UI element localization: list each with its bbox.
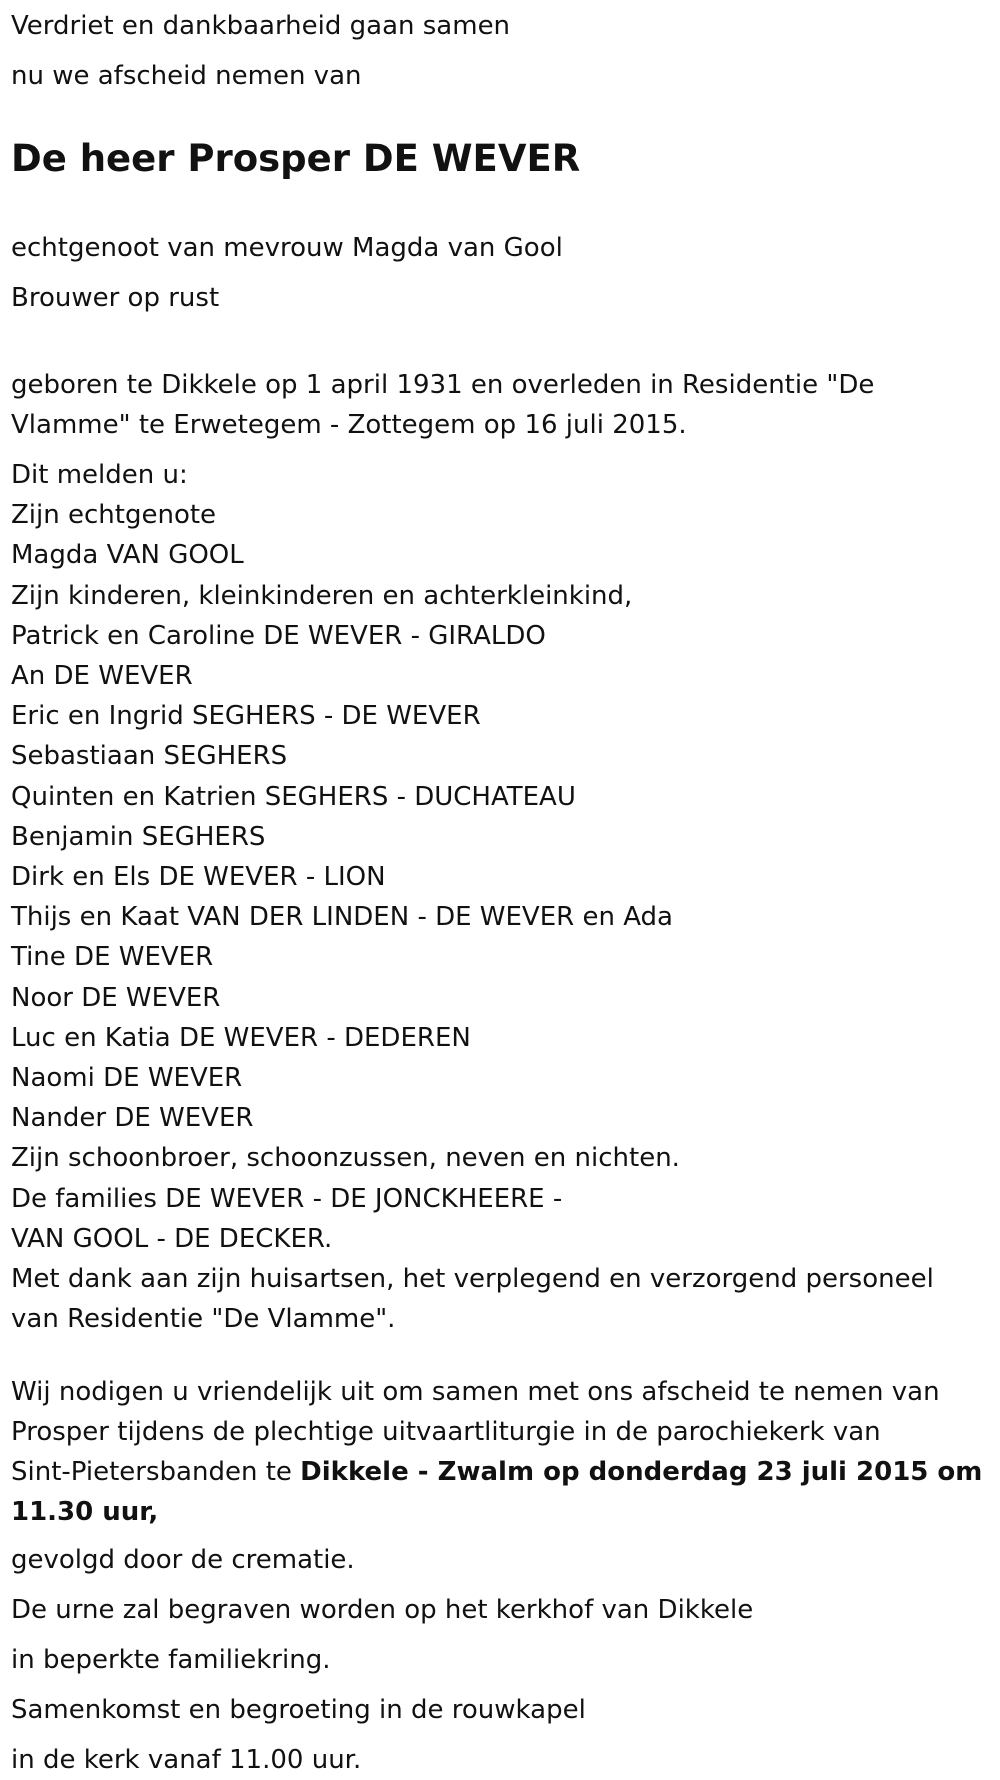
birth-death-line-2: Vlamme" te Erwetegem - Zottegem op 16 juli 2015. (11, 410, 687, 440)
announcer-line: An DE WEVER (11, 661, 193, 692)
closing-line: in de kerk vanaf 11.00 uur. (11, 1745, 362, 1776)
announcer-line: Eric en Ingrid SEGHERS - DE WEVER (11, 701, 481, 732)
announcer-line: Zijn echtgenote (11, 500, 217, 531)
intro-line-1: Verdriet en dankbaarheid gaan samen (11, 11, 511, 41)
announcer-line: VAN GOOL - DE DECKER. (11, 1223, 333, 1254)
announcer-line: Noor DE WEVER (11, 982, 221, 1013)
invitation-line-1: Wij nodigen u vriendelijk uit om samen met ons afscheid te nemen van (11, 1377, 940, 1408)
closing-line: in beperkte familiekring. (11, 1645, 331, 1676)
invitation-line-3 (11, 1452, 986, 1492)
announcer-line: Magda VAN GOOL (11, 540, 244, 571)
announcer-line: Zijn schoonbroer, schoonzussen, neven en nichten. (11, 1143, 680, 1174)
announcer-line: Zijn kinderen, kleinkinderen en achterkleinkind, (11, 580, 633, 611)
announcer-line: De families DE WEVER - DE JONCKHEERE - (11, 1183, 563, 1214)
closing-line: De urne zal begraven worden op het kerkhof van Dikkele (11, 1595, 754, 1626)
closing-section (11, 1540, 986, 1780)
invitation-time: 11.30 uur, (11, 1497, 159, 1528)
announcer-line: Quinten en Katrien SEGHERS - DUCHATEAU (11, 781, 576, 812)
spouse-line: echtgenoot van mevrouw Magda van Gool (11, 233, 563, 263)
intro-line-2: nu we afscheid nemen van (11, 61, 362, 91)
closing-line: Samenkomst en begroeting in de rouwkapel (11, 1695, 586, 1726)
announcer-line: van Residentie "De Vlamme". (11, 1304, 396, 1335)
invitation-line-4 (11, 1492, 986, 1532)
announcer-line: Luc en Katia DE WEVER - DEDEREN (11, 1022, 471, 1053)
announcer-line: Benjamin SEGHERS (11, 821, 266, 852)
deceased-name: De heer Prosper DE WEVER (11, 137, 581, 180)
announcer-line: Patrick en Caroline DE WEVER - GIRALDO (11, 620, 546, 651)
announcer-line: Sebastiaan SEGHERS (11, 741, 288, 772)
closing-line: gevolgd door de crematie. (11, 1545, 355, 1576)
occupation: Brouwer op rust (11, 283, 220, 313)
birth-death-line-1: geboren te Dikkele op 1 april 1931 en overleden in Residentie "De (11, 370, 875, 400)
announcer-line: Met dank aan zijn huisartsen, het verplegend en verzorgend personeel (11, 1264, 934, 1295)
announcer-line: Dit melden u: (11, 460, 188, 490)
invitation-church: Sint-Pietersbanden te (11, 1457, 301, 1488)
announcer-line: Tine DE WEVER (11, 942, 214, 973)
birth-death-paragraph (11, 365, 986, 445)
announcer-line: Nander DE WEVER (11, 1103, 254, 1134)
announcer-line: Dirk en Els DE WEVER - LION (11, 862, 386, 893)
announcers-list (11, 455, 986, 1339)
announcer-line: Thijs en Kaat VAN DER LINDEN - DE WEVER en Ada (11, 902, 673, 933)
funeral-invitation (11, 1372, 986, 1532)
invitation-date-place: Dikkele - Zwalm op donderdag 23 juli 2015 om (300, 1457, 983, 1488)
invitation-line-2: Prosper tijdens de plechtige uitvaartliturgie in de parochiekerk van (11, 1417, 881, 1448)
announcer-line: Naomi DE WEVER (11, 1063, 243, 1094)
obituary-notice (11, 0, 986, 1780)
